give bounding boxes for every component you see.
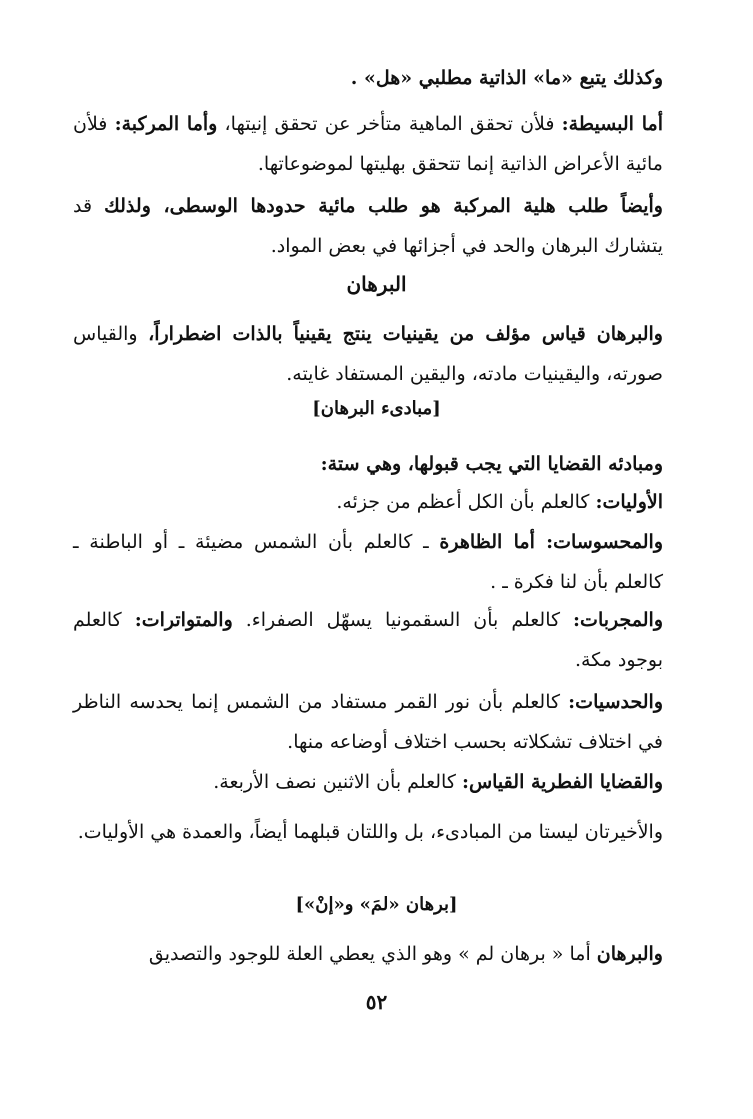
- paragraph-11: [73, 812, 685, 852]
- paragraph-4-text: والقياس صورته، واليقينيات مادته، واليقين المستفاد غايته.: [73, 323, 663, 385]
- paragraph-2-text-2: فلأن مائية الأعراض الذاتية إنما تتحقق بهليتها لموضوعاتها.: [73, 113, 663, 175]
- paragraph-8-text-2: كالعلم بوجود مكة.: [73, 609, 663, 671]
- paragraph-7-text: ـ كالعلم بأن الشمس مضيئة ـ أو الباطنة ـ كالعلم بأن لنا فكرة ـ .: [73, 531, 663, 593]
- paragraph-5-bold: ومبادئه القضايا التي يجب قبولها، وهي ستة:: [320, 453, 663, 475]
- paragraph-2-bold: أما البسيطة:: [561, 113, 663, 135]
- paragraph-10: [73, 762, 685, 802]
- paragraph-4-bold: والبرهان قياس مؤلف من يقينيات ينتج يقينياً بالذات اضطراراً،: [148, 323, 663, 345]
- paragraph-3: [73, 186, 685, 266]
- paragraph-6: [73, 482, 685, 522]
- paragraph-8-text: كالعلم بأن السقمونيا يسهّل الصفراء.: [232, 609, 574, 631]
- paragraph-7: [73, 522, 685, 602]
- paragraph-6-bold: الأوليات:: [595, 491, 663, 513]
- paragraph-2-text: فلأن تحقق الماهية متأخر عن تحقق إنيتها،: [217, 113, 562, 135]
- paragraph-1: [73, 58, 685, 98]
- paragraph-12-text: أما « برهان لم » وهو الذي يعطي العلة للوجود والتصديق: [148, 943, 597, 965]
- paragraph-2: [73, 104, 685, 184]
- paragraph-10-bold: والقضايا الفطرية القياس:: [461, 771, 663, 793]
- paragraph-2-bold-2: وأما المركبة:: [114, 113, 218, 135]
- paragraph-5: [73, 444, 685, 484]
- paragraph-12-bold: والبرهان: [596, 943, 663, 965]
- paragraph-12: [73, 934, 685, 974]
- paragraph-8: [73, 600, 685, 680]
- paragraph-4: [73, 314, 685, 394]
- page-number: ٥٢: [365, 990, 388, 1014]
- paragraph-3-text: قد يتشارك البرهان والحد في أجزائها في بعض المواد.: [73, 195, 663, 257]
- heading-lima-inna: [برهان «لمَ» و«إنْ»]: [295, 894, 458, 915]
- paragraph-10-text: كالعلم بأن الاثنين نصف الأربعة.: [213, 771, 462, 793]
- paragraph-9-text: كالعلم بأن نور القمر مستفاد من الشمس إنما يحدسه الناظر في اختلاف تشكلاته بحسب اختلاف أوضاعه منها.: [73, 691, 663, 753]
- paragraph-6-text: كالعلم بأن الكل أعظم من جزئه.: [336, 491, 596, 513]
- paragraph-9: [73, 682, 685, 762]
- paragraph-11-text: والأخيرتان ليستا من المبادىء، بل واللتان قبلهما أيضاً، والعمدة هي الأوليات.: [77, 821, 663, 843]
- heading-burhan: البرهان: [346, 272, 407, 296]
- paragraph-8-bold-2: والمتواترات:: [134, 609, 233, 631]
- paragraph-1-bold: وكذلك يتبع «ما» الذاتية مطلبي «هل» .: [350, 67, 663, 89]
- paragraph-9-bold: والحدسيات:: [568, 691, 663, 713]
- paragraph-8-bold: والمجربات:: [573, 609, 663, 631]
- heading-mabadi: [مبادىء البرهان]: [312, 398, 441, 419]
- paragraph-3-bold: وأيضاً طلب هلية المركبة هو طلب مائية حدودها الوسطى، ولذلك: [104, 195, 663, 217]
- paragraph-7-bold: والمحسوسات: أما الظاهرة: [439, 531, 663, 553]
